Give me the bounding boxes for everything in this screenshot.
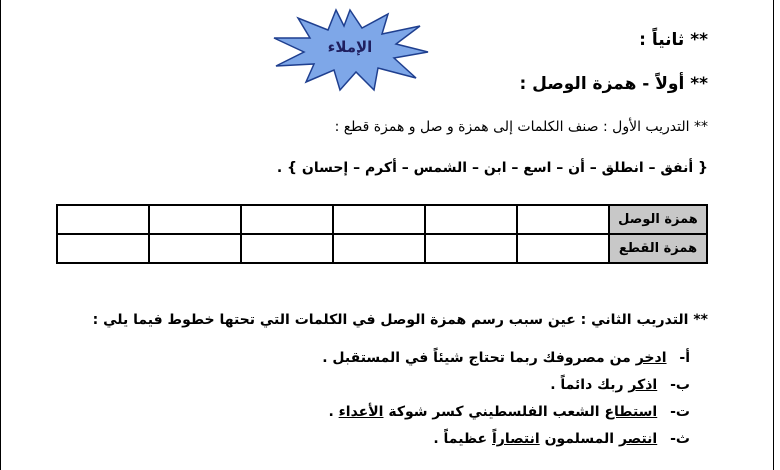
- answer-cell[interactable]: [333, 205, 425, 234]
- item-letter: ث-: [670, 431, 690, 447]
- answer-cell[interactable]: [333, 234, 425, 263]
- answer-cell[interactable]: [57, 234, 149, 263]
- item-letter: ب-: [670, 377, 690, 393]
- item-text: ربك دائماً .: [550, 377, 624, 393]
- subsection-heading: ** أولاً - همزة الوصل :: [519, 74, 708, 94]
- item-text: من مصروفك ربما تحتاج شيئاً في المستقبل .: [322, 350, 631, 366]
- answer-cell[interactable]: [149, 205, 241, 234]
- dictation-badge: [270, 8, 430, 92]
- underlined-word: الأعداء: [338, 404, 384, 420]
- underlined-word: انتصاراً: [492, 431, 540, 447]
- answer-cell[interactable]: [425, 205, 517, 234]
- answer-cell[interactable]: [517, 205, 609, 234]
- answer-cell[interactable]: [241, 205, 333, 234]
- section-heading: ** ثانياً :: [639, 30, 708, 50]
- list-item: [433, 431, 690, 447]
- item-text: المسلمون: [544, 431, 615, 447]
- answer-cell[interactable]: [241, 234, 333, 263]
- item-text: عظيماً .: [433, 431, 488, 447]
- list-item: [328, 404, 690, 420]
- list-item: [550, 377, 690, 393]
- table-row: [57, 234, 707, 263]
- answer-cell[interactable]: [57, 205, 149, 234]
- word-bank: { أنفق – انطلق – أن – اسع – ابن – الشمس – أكرم – إحسان } .: [276, 160, 708, 176]
- list-item: [322, 350, 690, 366]
- item-text: .: [328, 404, 334, 420]
- badge-label: الإملاء: [327, 38, 373, 56]
- item-text: الشعب الفلسطيني كسر شوكة: [388, 404, 600, 420]
- underlined-word: ادخر: [635, 350, 667, 366]
- row-header-qat: همزة القطع: [609, 234, 707, 263]
- classification-table: [56, 204, 708, 264]
- item-letter: أ-: [679, 350, 690, 366]
- table-row: [57, 205, 707, 234]
- underlined-word: استطاع: [604, 404, 658, 420]
- answer-cell[interactable]: [425, 234, 517, 263]
- underlined-word: اذكر: [628, 377, 658, 393]
- exercise2-instruction: ** التدريب الثاني : عين سبب رسم همزة الوصل في الكلمات التي تحتها خطوط فيما يلي :: [92, 312, 708, 328]
- underlined-word: انتصر: [618, 431, 658, 447]
- item-letter: ت-: [670, 404, 690, 420]
- answer-cell[interactable]: [517, 234, 609, 263]
- answer-cell[interactable]: [149, 234, 241, 263]
- exercise1-instruction: ** التدريب الأول : صنف الكلمات إلى همزة و صل و همزة قطع :: [334, 119, 708, 135]
- row-header-wasl: همزة الوصل: [609, 205, 707, 234]
